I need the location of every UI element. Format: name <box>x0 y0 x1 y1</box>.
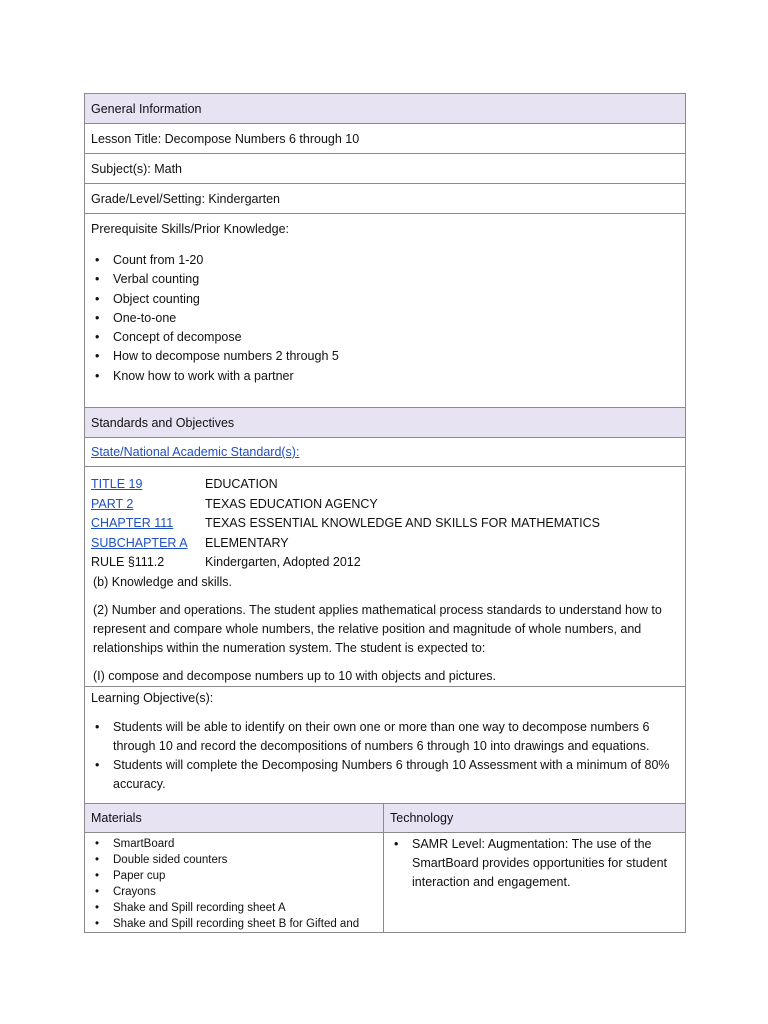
technology-list <box>390 835 679 893</box>
standard-line-chapter <box>91 514 679 534</box>
learning-list <box>91 718 679 795</box>
prereq-row <box>85 214 686 408</box>
standard-text: Kindergarten, Adopted 2012 <box>205 555 361 569</box>
lesson-title: Lesson Title: Decompose Numbers 6 through 10 <box>91 131 360 146</box>
materials-tech-header-row <box>85 803 686 832</box>
list-item: • Shake and Spill recording sheet B for Gifted and <box>91 916 377 932</box>
standard-line-rule <box>91 553 679 573</box>
list-item: • Paper cup <box>91 868 377 884</box>
list-item: • One-to-one <box>91 309 679 328</box>
part-2-link[interactable]: PART 2 <box>91 496 134 511</box>
standard-text: ELEMENTARY <box>205 535 289 550</box>
lesson-title-row <box>85 124 686 154</box>
subchapter-a-link[interactable]: SUBCHAPTER A <box>91 535 188 550</box>
list-item: • Crayons <box>91 884 377 900</box>
list-item: • Verbal counting <box>91 270 679 289</box>
materials-list <box>91 836 377 932</box>
list-item: • How to decompose numbers 2 through 5 <box>91 347 679 366</box>
knowledge-skills-text: (b) Knowledge and skills. <box>93 574 232 589</box>
standard-text: TEXAS ESSENTIAL KNOWLEDGE AND SKILLS FOR MATHEMATICS <box>205 516 600 530</box>
standard-line-part <box>91 495 679 515</box>
title-19-link[interactable]: TITLE 19 <box>91 477 143 491</box>
list-item: • Students will complete the Decomposing Numbers 6 through 10 Assessment with a minimum of 80% accuracy. <box>91 756 679 795</box>
standard-line-subchapter <box>91 534 679 554</box>
grade-row <box>85 184 686 214</box>
list-item: • Know how to work with a partner <box>91 367 679 386</box>
standards-heading: Standards and Objectives <box>91 415 235 430</box>
list-item: • SmartBoard <box>91 836 377 852</box>
general-info-header-row <box>85 94 686 124</box>
list-item: • Concept of decompose <box>91 328 679 347</box>
general-info-heading: General Information <box>91 101 202 116</box>
technology-heading: Technology <box>390 810 454 825</box>
prereq-list <box>91 251 679 386</box>
standard-line-title <box>91 475 679 495</box>
materials-tech-body-row <box>85 832 686 932</box>
compose-objective-text: (I) compose and decompose numbers up to 10 with objects and pictures. <box>93 668 496 683</box>
materials-heading: Materials <box>91 810 142 825</box>
chapter-111-link[interactable]: CHAPTER 111 <box>91 516 174 530</box>
standards-header-row <box>85 408 686 438</box>
standard-text: EDUCATION <box>205 477 278 491</box>
rule-code: RULE §111.2 <box>91 555 165 569</box>
standard-text: TEXAS EDUCATION AGENCY <box>205 496 378 511</box>
list-item: • Students will be able to identify on their own one or more than one way to decompose numbers 6 through 10 and record the decompositions of numbers 6 through 10 into drawings and equations. <box>91 718 679 757</box>
standards-link[interactable]: State/National Academic Standard(s): <box>91 445 300 459</box>
list-item: • SAMR Level: Augmentation: The use of the SmartBoard provides opportunities for student interaction and engagement. <box>390 835 679 893</box>
lesson-plan-table <box>84 93 686 933</box>
learning-objectives-row <box>85 686 686 803</box>
subjects-text: Subject(s): Math <box>91 161 183 176</box>
prereq-label: Prerequisite Skills/Prior Knowledge: <box>91 222 290 236</box>
grade-text: Grade/Level/Setting: Kindergarten <box>91 191 281 206</box>
number-operations-text: (2) Number and operations. The student applies mathematical process standards to understand how to represent and compare whole numbers, the relative position and magnitude of whole numbers, and relationships within the numeration system. The student is expected to: <box>93 602 662 655</box>
standards-link-row <box>85 438 686 467</box>
list-item: • Count from 1-20 <box>91 251 679 270</box>
list-item: • Shake and Spill recording sheet A <box>91 900 377 916</box>
subjects-row <box>85 154 686 184</box>
standards-body-row <box>85 467 686 687</box>
list-item: • Object counting <box>91 290 679 309</box>
list-item: • Double sided counters <box>91 852 377 868</box>
learning-label: Learning Objective(s): <box>91 690 214 705</box>
